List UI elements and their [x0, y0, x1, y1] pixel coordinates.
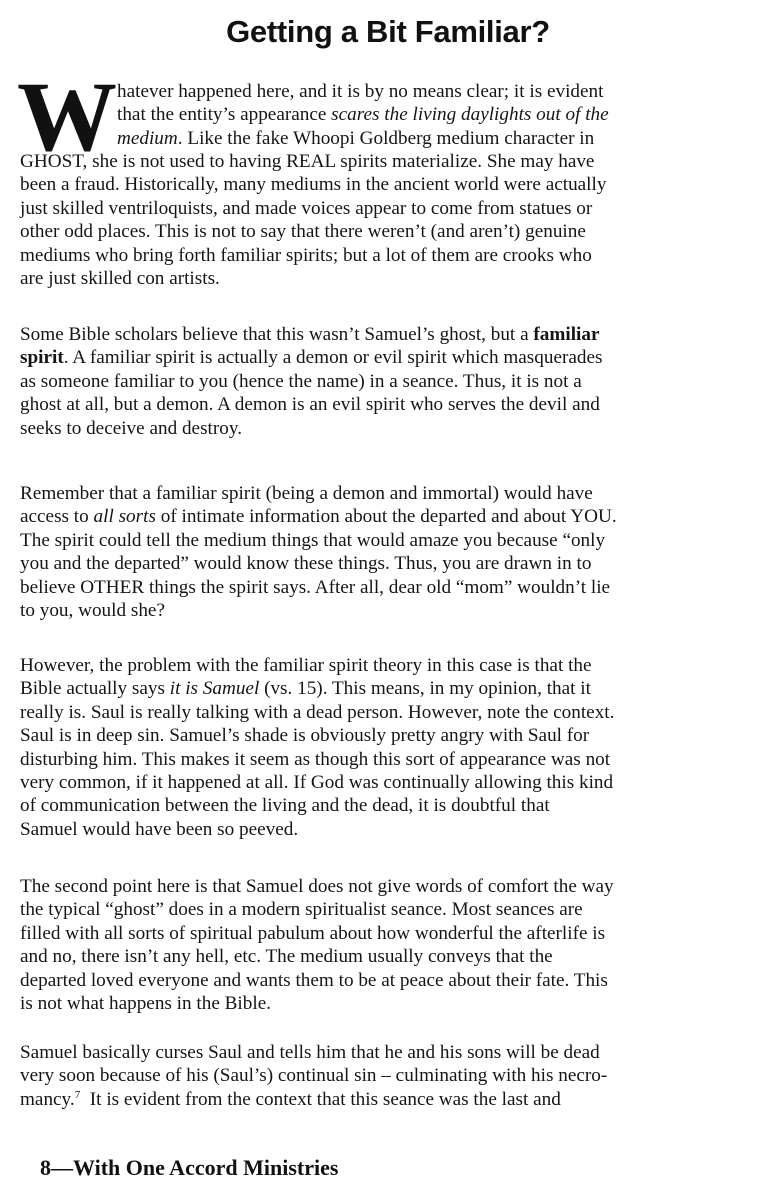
text-line: The second point here is that Samuel does not give words of comfort the way	[20, 876, 614, 897]
page-footer: 8—With One Accord Ministries	[40, 1155, 339, 1180]
text-run: (vs. 15). This means, in my opinion, that it	[259, 678, 591, 700]
text-line: and no, there isn’t any hell, etc. The medium usually conveys that the	[20, 946, 553, 968]
text-line: you and the departed” would know these things. Thus, you are drawn in to	[20, 553, 592, 575]
text-line: to you, would she?	[20, 600, 165, 622]
text-line: ghost at all, but a demon. A demon is an evil spirit who serves the devil and	[20, 394, 600, 416]
text-line	[20, 677, 760, 700]
text-run: It is evident from the context that this seance was the last and	[80, 1088, 561, 1110]
text-line	[117, 127, 776, 150]
text-line: of communication between the living and the dead, it is doubtful that	[20, 795, 550, 817]
italic-emphasis: all sorts	[93, 506, 156, 528]
bold-term: familiar	[533, 324, 600, 345]
paragraph-4	[20, 654, 760, 841]
text-line: very soon because of his (Saul’s) continual sin – culminating with his necro-	[20, 1065, 608, 1087]
text-line	[117, 103, 776, 126]
text-run: Some Bible scholars believe that this wasn’t Samuel’s ghost, but a	[20, 324, 534, 345]
text-line: are just skilled con artists.	[20, 268, 220, 290]
text-run: that the entity’s appearance	[117, 104, 332, 126]
drop-cap: W	[17, 61, 117, 172]
text-run: mancy.	[20, 1088, 75, 1110]
text-run: access to	[20, 506, 94, 528]
text-line	[20, 505, 760, 528]
text-line: Saul is in deep sin. Samuel’s shade is obviously pretty angry with Saul for	[20, 725, 590, 747]
paragraph-6	[20, 1041, 760, 1111]
paragraph-2	[20, 323, 760, 440]
text-line: Samuel basically curses Saul and tells him that he and his sons will be dead	[20, 1042, 600, 1063]
text-line: Remember that a familiar spirit (being a demon and immortal) would have	[20, 483, 593, 504]
footnote-marker: 7	[74, 1088, 81, 1101]
text-line: departed loved everyone and wants them to be at peace about their fate. This	[20, 969, 608, 991]
text-line: disturbing him. This makes it seem as though this sort of appearance was not	[20, 748, 611, 770]
text-line: been a fraud. Historically, many mediums in the ancient world were actually	[20, 174, 607, 196]
text-run: of intimate information about the departed and about YOU.	[155, 506, 617, 528]
text-line: just skilled ventriloquists, and made voices appear to come from statues or	[20, 197, 593, 219]
text-line: other odd places. This is not to say that there weren’t (and aren’t) genuine	[20, 221, 586, 243]
text-line: mediums who bring forth familiar spirits; but a lot of them are crooks who	[20, 244, 592, 266]
page-title: Getting a Bit Familiar?	[226, 14, 550, 49]
text-run: Bible actually says	[20, 678, 170, 700]
text-line: However, the problem with the familiar spirit theory in this case is that the	[20, 655, 592, 676]
paragraph-5	[20, 875, 760, 1015]
text-line: seeks to deceive and destroy.	[20, 417, 242, 439]
paragraph-1-intro	[117, 80, 776, 150]
text-line	[20, 1088, 760, 1111]
text-line: as someone familiar to you (hence the name) in a seance. Thus, it is not a	[20, 370, 582, 392]
italic-emphasis: medium	[117, 127, 178, 149]
text-line: the typical “ghost” does in a modern spiritualist seance. Most seances are	[20, 899, 583, 921]
text-line: GHOST, she is not used to having REAL spirits materialize. She may have	[20, 151, 595, 172]
text-line	[20, 346, 760, 369]
text-line: The spirit could tell the medium things that would amaze you because “only	[20, 529, 606, 551]
paragraph-3	[20, 482, 760, 622]
text-line: Samuel would have been so peeved.	[20, 818, 299, 840]
text-line: really is. Saul is really talking with a dead person. However, note the context.	[20, 701, 615, 723]
paragraph-1-body	[20, 150, 760, 290]
text-line: filled with all sorts of spiritual pabulum about how wonderful the afterlife is	[20, 922, 606, 944]
text-line: hatever happened here, and it is by no means clear; it is evident	[117, 81, 604, 102]
text-line: is not what happens in the Bible.	[20, 993, 272, 1015]
text-line: very common, if it happened at all. If God was continually allowing this kind	[20, 772, 614, 794]
text-run: . Like the fake Whoopi Goldberg medium character in	[177, 127, 595, 149]
italic-emphasis: it is Samuel	[169, 678, 260, 700]
text-line: believe OTHER things the spirit says. After all, dear old “mom” wouldn’t lie	[20, 576, 611, 598]
italic-emphasis: scares the living daylights out of the	[331, 104, 609, 126]
text-line	[20, 323, 760, 346]
bold-term: spirit	[20, 347, 64, 369]
text-run: . A familiar spirit is actually a demon or evil spirit which masquerades	[63, 347, 603, 369]
